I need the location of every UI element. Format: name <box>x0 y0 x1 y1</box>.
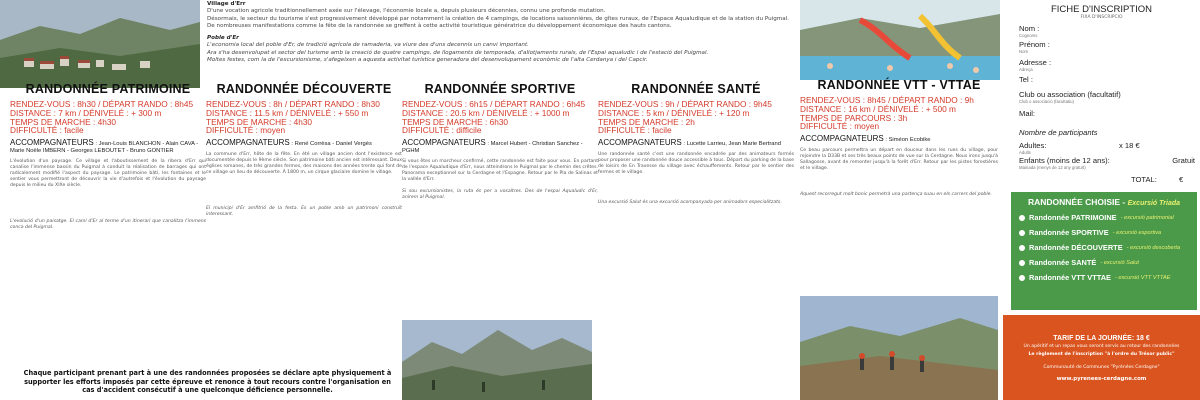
choice-patrimoine[interactable]: Randonnée PATRIMOINE - excursió patrimonial <box>1019 213 1197 222</box>
route-line: TEMPS DE MARCHE : 6h30 <box>402 116 509 127</box>
route-description-ca: Aquest recorregut molt bonic permetrà una partença suau en els carrers del poble. <box>800 192 992 198</box>
route-title: RANDONNÉE SPORTIVE <box>424 82 576 96</box>
route-guides: ACCOMPAGNATEURS : Marcel Hubert - Christian Sanchez - PGHM <box>402 138 583 155</box>
intro-heading-fr: Village d'Err <box>207 1 246 7</box>
route-line: RENDEZ-VOUS : 9h / DÉPART RANDO : 9h45 <box>598 99 772 109</box>
firstname-field[interactable]: Prénom : Nom <box>1019 40 1050 54</box>
intro-text <box>207 1 797 64</box>
village-photo <box>0 0 200 88</box>
route-line: DISTANCE : 11.5 km / DÉNIVELÉ : + 550 m <box>206 107 369 118</box>
radio-icon[interactable] <box>1019 245 1025 251</box>
route-line: DIFFICULTÉ : facile <box>598 125 672 136</box>
choice-decouverte[interactable]: Randonnée DÉCOUVERTE - excursió descoberta <box>1019 243 1197 252</box>
pricing-panel <box>1003 315 1200 400</box>
choice-vtt[interactable]: Randonnée VTT VTTAE - excursió VTT VTTAE <box>1019 273 1197 282</box>
website-link[interactable]: www.pyrenees-cerdagne.com <box>1056 376 1147 382</box>
route-patrimoine <box>10 82 206 231</box>
route-title: RANDONNÉE DÉCOUVERTE <box>216 82 392 96</box>
intro-heading-ca: Poble d'Er <box>207 35 239 42</box>
route-line: DISTANCE : 16 km / DÉNIVELÉ : + 500 m <box>800 103 956 114</box>
route-guides: ACCOMPAGNATEURS : Siméon Ecobike <box>800 134 931 144</box>
radio-icon[interactable] <box>1019 275 1025 281</box>
route-title: RANDONNÉE SANTÉ <box>631 82 761 96</box>
route-line: TEMPS DE MARCHE : 4h30 <box>206 116 313 127</box>
form-subtitle: FIXA D'INSCRIPCIO <box>1080 15 1123 20</box>
route-sportive <box>402 82 598 201</box>
registration-form: FICHE D'INSCRIPTION FIXA D'INSCRIPCIO Nom : Cognoms Prénom : Nom Adresse : Adreça Tel : Club ou association (facultatif) Club o associació (facultatiu) Mail: Nombre de participants Adultes: x 18 € Adults Enfants (moins de 12 ans): Gratuit Mainada (menys de 12 any gratuït) TOTAL: € RANDONNÉE CHOISIE - Excursió Triada Randonnée PATRIMOINE - excursió patrimonial Randonnée SPORTIVE - excursió esportiva Randonnée DÉCOUVERTE - excursió descoberta Randonnée SANTÉ - excursió Salut Randonnée VTT VTTAE - excursió VTT VTTAE <box>1003 0 1200 400</box>
route-description: Une randonnée santé c'est une randonnée encadrée par des animateurs formés pour proposer une randonnée douce accessible à tous. Départ du parking de la base de loisirs de En Travesse du village avec échauffements. Retour par le sentier des fermes et le village. <box>598 152 794 176</box>
route-description-ca: El municipi d'Er amfitrió de la festa. Es un poble amb un patrimoni construït interessant. <box>206 206 402 218</box>
route-line: TEMPS DE MARCHE : 2h <box>598 116 695 127</box>
radio-icon[interactable] <box>1019 215 1025 221</box>
route-vtt <box>800 78 998 198</box>
intro-c1: L'economia local del poble d'Er, de tradició agrícola de ramaderia, va viure des d'uns decennis un canvi important. <box>207 42 529 49</box>
disclaimer: Chaque participant prenant part à une des randonnées proposées se déclare apte physiquement à supporter les efforts imposés par cette épreuve et renonce à tout recours contre l'organisation en cas d'accident consécutif à une quelconque déficience personnelle. <box>23 369 392 394</box>
route-line: DIFFICULTÉ : facile <box>10 125 84 136</box>
choice-sportive[interactable]: Randonnée SPORTIVE - excursió esportiva <box>1019 228 1197 237</box>
route-description: La commune d'Err, hôte de la fête. En été un village ancien dont l'existence est documentée depuis le 9ème siècle. Son patrimoine bâti ancien est intéressant. Deux églises romanes, de très grandes fermes, des maisons des années trente qui font de ce village un lieu de découverte. À 1800 m, un cirque glaciaire domine le village. <box>206 152 402 176</box>
meal-line: Un apéritif et un repas vous seront servis au retour des randonnées <box>1023 344 1180 349</box>
route-line: DISTANCE : 5 km / DÉNIVELÉ : + 120 m <box>598 107 750 118</box>
route-guides: ACCOMPAGNATEURS : René Corrèsa - Daniel Vergès <box>206 138 372 148</box>
form-title: FICHE D'INSCRIPTION <box>1050 4 1153 15</box>
choice-title: RANDONNÉE CHOISIE - Excursió Triada <box>1027 197 1181 207</box>
route-line: DIFFICULTÉ : moyen <box>800 121 880 132</box>
route-choice-box <box>1011 192 1197 310</box>
mail-field[interactable]: Mail: <box>1019 109 1036 118</box>
route-line: DIFFICULTÉ : difficile <box>402 125 482 136</box>
address-field[interactable]: Adresse : Adreça <box>1019 58 1052 72</box>
route-line: TEMPS DE MARCHE : 4h30 <box>10 116 117 127</box>
route-line: DISTANCE : 20.5 km / DÉNIVELÉ : + 1000 m <box>402 107 570 118</box>
route-description-ca: Una excursió Salut és una excursió acompanyada per animadors especialitzats. <box>598 200 782 206</box>
route-description-ca: Si sou excursionistes, la ruta és per a vosaltres. Des de l'espai Aqualudic d'Er, anirem al Puigmal. <box>402 189 598 201</box>
route-title: RANDONNÉE PATRIMOINE <box>25 82 191 96</box>
route-line: TEMPS DE PARCOURS : 3h <box>800 112 908 123</box>
price-line: TARIF DE LA JOURNÉE: 18 € <box>1053 335 1150 342</box>
intro-p3: De nombreuses manifestations comme la fête de la randonnée se greffent à cette activité touristique génératrice du développement économique des hauts cantons. <box>207 22 672 29</box>
children-field[interactable]: Enfants (moins de 12 ans): Gratuit Mainada (menys de 12 any gratuït) <box>1019 156 1195 170</box>
route-line: RENDEZ-VOUS : 8h45 / DÉPART RANDO : 9h <box>800 95 974 105</box>
route-line: RENDEZ-VOUS : 8h / DÉPART RANDO : 8h30 <box>206 99 380 109</box>
route-guides: ACCOMPAGNATEURS : Jean-Louis BLANCHON - Alain CAVA - Marie Noële IMBERN - Georges LEBOUTET - Bruno GONTIER <box>10 138 199 155</box>
club-field[interactable]: Club ou association (facultatif) Club o associació (facultatiu) <box>1019 90 1121 104</box>
hikers-photo <box>800 296 998 400</box>
route-title: RANDONNÉE VTT - VTTAE <box>817 78 981 92</box>
route-line: RENDEZ-VOUS : 6h15 / DÉPART RANDO : 6h45 <box>402 99 586 109</box>
route-sante <box>598 82 794 206</box>
intro-c3: Moltes festes, com la de l'excursionisme, s'afegeixen a aquesta activitat turística generadora del desenvolupament econòmic de l'alta Cerdanya i del Capcir. <box>207 57 648 64</box>
intro-c2: Ara s'ha desenvolupat el sector del turisme amb la creació de quatre campings, de llogaments de temporada, d'allotjaments rurals, de l'Espai aqualudic i de l'estació del Puigmal. <box>207 49 709 56</box>
payment-line: Le règlement de l'inscription "à l'ordre du Trésor public" <box>1028 352 1175 357</box>
intro-p2: Désormais, le secteur du tourisme s'est progressivement développé par notamment la création de 4 campings, de locations saisonnières, de gîtes ruraux, de l'Espace Aqualudique et de la station du Puigmal. <box>207 15 789 22</box>
radio-icon[interactable] <box>1019 230 1025 236</box>
route-description: L'évolution d'un paysage. Ce village et l'aboutissement de la ribera d'Err qui canalise l'immense bassin du Puigmal à conduit la réalisation de barrages qui ont radicalement modifié l'aspect du paysage. Le patrimoine bâti, les fontaines et le sentier vous permettront de découvrir la vie d'autrefois et l'évolution du paysage depuis le milieu du XIXe siècle. <box>10 159 206 189</box>
route-decouverte <box>206 82 402 218</box>
route-guides: ACCOMPAGNATEURS : Lucette Larrieu, Jean Marie Bertrand <box>598 138 781 148</box>
radio-icon[interactable] <box>1019 260 1025 266</box>
waterpark-photo <box>800 0 1000 80</box>
name-field[interactable]: Nom : Cognoms <box>1019 24 1040 38</box>
phone-field[interactable]: Tel : <box>1019 75 1033 84</box>
organizer-line: Communauté de Communes "Pyrénées Cerdagne" <box>1043 365 1160 370</box>
route-line: DISTANCE : 7 km / DÉNIVELÉ : + 300 m <box>10 107 162 118</box>
participants-label: Nombre de participants <box>1019 128 1098 137</box>
route-line: DIFFICULTÉ : moyen <box>206 125 286 136</box>
route-description: Si vous êtes un marcheur confirmé, cette randonnée est faite pour vous. En partant de l'espace Aqualudique d'Err, nous atteindrons le Puigmal par le chemin des crêtes. Panorama exceptionnel sur la Cerdagne et l'Espagne. Retour par le Pla de Salinas et la vallée d'Err. <box>402 159 598 183</box>
intro-p1: D'une vocation agricole traditionnellement axée sur l'élevage, l'économie locale a, depuis plusieurs décennies, connu une profonde mutation. <box>207 8 606 15</box>
choice-sante[interactable]: Randonnée SANTÉ - excursió Salut <box>1019 258 1197 267</box>
route-line: RENDEZ-VOUS : 8h30 / DÉPART RANDO : 8h45 <box>10 99 194 109</box>
route-description-ca: L'evolució d'un paisatge. El camí d'Er al terme d'un itinerari que canalitza l'immens conca del Puigmal. <box>10 219 206 231</box>
adults-field[interactable]: Adultes: x 18 € Adults <box>1019 141 1140 155</box>
route-description: Ce beau parcours permettra un départ en douceur dans les rues du village, pour rejoindre la D33B et ses très beaux points de vue sur la Cerdagne. Nous irons jusqu'à Sallagosse, avant de remonter jusqu'à la forêt d'Err. Retour par les pistes forestières et le village. <box>800 148 998 172</box>
mountain-photo <box>402 320 592 400</box>
